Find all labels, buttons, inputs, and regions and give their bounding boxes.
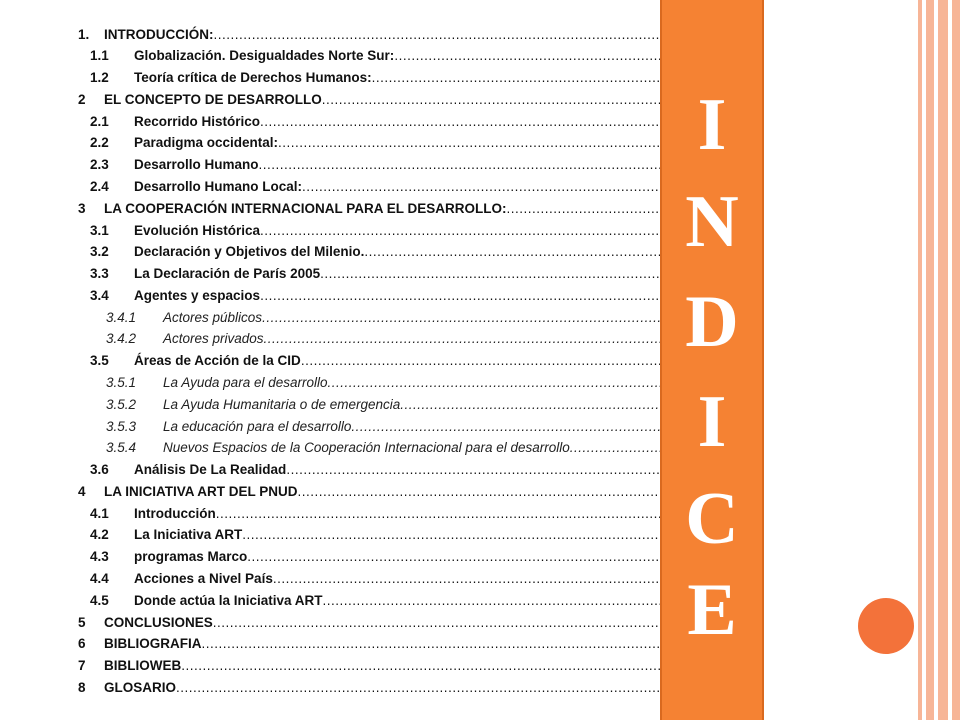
toc-entry-title-wrap xyxy=(134,527,660,542)
banner-letter: I xyxy=(697,381,727,463)
toc-entry-title-wrap xyxy=(134,114,660,129)
toc-leader-dots xyxy=(286,462,660,477)
toc-entry[interactable] xyxy=(0,197,660,219)
toc-entry-title: Evolución Histórica xyxy=(134,222,261,238)
toc-entry-title-wrap xyxy=(134,179,660,194)
toc-entry-number: 3.5.4 xyxy=(106,440,137,456)
toc-leader-dots xyxy=(322,92,660,107)
toc-entry-number: 1. xyxy=(78,26,90,42)
toc-entry[interactable] xyxy=(0,110,660,132)
toc-leader-dots xyxy=(328,375,661,390)
toc-entry[interactable] xyxy=(0,459,660,481)
toc-entry[interactable] xyxy=(0,45,660,67)
toc-entry-title: GLOSARIO xyxy=(104,679,177,695)
toc-entry-title: CONCLUSIONES xyxy=(104,614,213,630)
toc-entry-number: 3.5.1 xyxy=(106,374,137,390)
toc-leader-dots xyxy=(298,484,661,499)
toc-entry-title: LA COOPERACIÓN INTERNACIONAL PARA EL DESARROLLO: xyxy=(104,200,507,216)
banner-letter: D xyxy=(685,281,739,363)
toc-entry-number: 4.1 xyxy=(90,505,109,521)
toc-entry-title: Actores privados xyxy=(163,331,264,347)
toc-entry-number: 4.4 xyxy=(90,571,109,586)
toc-entry-title: BIBLIOWEB xyxy=(104,658,182,674)
banner-letter: C xyxy=(685,478,739,560)
toc-entry[interactable] xyxy=(0,546,660,568)
toc-entry-title-wrap xyxy=(163,419,660,434)
toc-entry[interactable] xyxy=(0,371,660,393)
decorative-stripe xyxy=(926,0,934,720)
toc-entry-number: 7 xyxy=(78,658,86,674)
toc-entry-title-wrap xyxy=(163,310,660,325)
toc-leader-dots xyxy=(372,70,660,85)
toc-entry-title: Paradigma occidental: xyxy=(134,135,279,151)
toc-leader-dots xyxy=(202,636,661,651)
toc-entry-title: Desarrollo Humano xyxy=(134,157,259,173)
toc-leader-dots xyxy=(302,179,660,194)
banner-letter: N xyxy=(685,181,739,263)
toc-entry-number: 3.2 xyxy=(90,244,109,260)
toc-entry-number: 3.5.2 xyxy=(106,396,137,412)
toc-entry-title: INTRODUCCIÓN: xyxy=(104,26,214,42)
toc-entry-number: 1.1 xyxy=(90,48,109,64)
toc-entry[interactable] xyxy=(0,568,660,590)
banner-letter: E xyxy=(687,569,737,651)
toc-entry[interactable] xyxy=(0,611,660,633)
toc-entry-title-wrap xyxy=(104,201,660,216)
toc-entry-title: LA INICIATIVA ART DEL PNUD xyxy=(104,483,298,499)
toc-entry-title: La Iniciativa ART xyxy=(134,527,243,543)
toc-entry-number: 3.3 xyxy=(90,266,109,282)
toc-entry[interactable] xyxy=(0,154,660,176)
toc-entry-title-wrap xyxy=(134,506,660,521)
toc-leader-dots xyxy=(278,135,660,150)
toc-entry-title: La Ayuda para el desarrollo xyxy=(163,374,328,390)
toc-entry-title-wrap xyxy=(104,27,660,42)
toc-entry-title-wrap xyxy=(134,462,660,477)
toc-entry-title-wrap xyxy=(134,223,660,238)
toc-entry-title: La educación para el desarrollo xyxy=(163,418,352,434)
toc-entry-title-wrap xyxy=(104,658,660,673)
toc-leader-dots xyxy=(507,201,660,216)
toc-entry[interactable] xyxy=(0,676,660,698)
toc-entry-number: 3.4.2 xyxy=(106,331,137,347)
toc-entry-title: Declaración y Objetivos del Milenio. xyxy=(134,244,365,260)
toc-entry[interactable] xyxy=(0,284,660,306)
toc-entry[interactable] xyxy=(0,480,660,502)
toc-leader-dots xyxy=(260,114,660,129)
toc-leader-dots xyxy=(242,527,660,542)
toc-entry[interactable] xyxy=(0,393,660,415)
toc-leader-dots xyxy=(262,310,660,325)
toc-entry-number: 4.3 xyxy=(90,549,109,565)
toc-entry-number: 2 xyxy=(78,91,86,107)
toc-entry-title: programas Marco xyxy=(134,549,248,565)
toc-entry-number: 6 xyxy=(78,636,86,652)
toc-entry-title-wrap xyxy=(134,48,660,63)
toc-entry-title-wrap xyxy=(134,593,660,608)
toc-entry-title: Donde actúa la Iniciativa ART xyxy=(134,592,323,608)
toc-entry-title: EL CONCEPTO DE DESARROLLO xyxy=(104,91,322,107)
toc-entry-title: Actores públicos xyxy=(163,309,263,325)
toc-entry[interactable] xyxy=(0,524,660,546)
toc-entry-title: Recorrido Histórico xyxy=(134,113,261,129)
toc-leader-dots xyxy=(176,680,660,695)
toc-entry-number: 3.4 xyxy=(90,287,109,303)
toc-entry-title-wrap xyxy=(134,244,660,259)
toc-entry[interactable] xyxy=(0,132,660,154)
toc-entry-number: 5 xyxy=(78,614,86,630)
toc-leader-dots xyxy=(351,419,660,434)
toc-entry-title: Teoría crítica de Derechos Humanos: xyxy=(134,70,372,86)
toc-leader-dots xyxy=(400,397,660,412)
toc-entry-number: 4.5 xyxy=(90,592,109,608)
toc-entry-number: 1.2 xyxy=(90,70,109,86)
toc-entry[interactable] xyxy=(0,306,660,328)
toc-leader-dots xyxy=(364,244,660,259)
toc-leader-dots xyxy=(264,331,660,346)
toc-entry-title: Agentes y espacios xyxy=(134,287,261,303)
toc-entry-title-wrap xyxy=(134,549,660,564)
toc-entry[interactable] xyxy=(0,655,660,677)
toc-entry[interactable] xyxy=(0,175,660,197)
toc-entry[interactable] xyxy=(0,263,660,285)
toc-entry-title: Nuevos Espacios de la Cooperación Internacional para el desarrollo xyxy=(163,440,570,456)
toc-entry-number: 4 xyxy=(78,483,86,499)
toc-entry[interactable] xyxy=(0,241,660,263)
toc-entry-title: BIBLIOGRAFIA xyxy=(104,636,202,652)
toc-entry-title: La Ayuda Humanitaria o de emergencia xyxy=(163,396,401,412)
toc-entry-title-wrap xyxy=(134,266,660,281)
toc-leader-dots xyxy=(323,593,660,608)
toc-entry-title-wrap xyxy=(134,135,660,150)
toc-entry-title-wrap xyxy=(134,70,660,85)
toc-entry-title-wrap xyxy=(104,680,660,695)
toc-leader-dots xyxy=(259,157,660,172)
toc-leader-dots xyxy=(273,571,660,586)
toc-leader-dots xyxy=(247,549,660,564)
toc-entry-number: 3.1 xyxy=(90,222,109,238)
toc-entry-title-wrap xyxy=(163,375,660,390)
toc-leader-dots xyxy=(214,27,661,42)
toc-entry-number: 3.5.3 xyxy=(106,418,137,434)
toc-entry-title-wrap xyxy=(104,92,660,107)
toc-entry-number: 3.5 xyxy=(90,353,109,369)
toc-entry-title: Análisis De La Realidad xyxy=(134,462,287,478)
toc-leader-dots xyxy=(320,266,660,281)
toc-entry[interactable] xyxy=(0,589,660,611)
toc-entry-title-wrap xyxy=(134,571,660,586)
toc-entry-number: 4.2 xyxy=(90,527,109,543)
toc-leader-dots xyxy=(260,223,660,238)
toc-entry-title-wrap xyxy=(104,636,660,651)
toc-entry-title: Desarrollo Humano Local: xyxy=(134,178,303,194)
toc-entry-title-wrap xyxy=(104,615,660,630)
toc-entry[interactable] xyxy=(0,437,660,459)
decorative-stripe xyxy=(938,0,948,720)
toc-entry[interactable] xyxy=(0,502,660,524)
toc-entry-title-wrap xyxy=(163,331,660,346)
banner-letter: I xyxy=(697,84,727,166)
toc-entry[interactable] xyxy=(0,350,660,372)
decorative-stripe xyxy=(918,0,922,720)
toc-entry-title: Áreas de Acción de la CID xyxy=(134,353,301,369)
toc-leader-dots xyxy=(301,353,660,368)
toc-entry[interactable] xyxy=(0,328,660,350)
toc-entry[interactable] xyxy=(0,219,660,241)
toc-entry[interactable] xyxy=(0,88,660,110)
toc-entry-number: 3.4.1 xyxy=(106,309,137,325)
toc-entry-number: 2.3 xyxy=(90,157,109,173)
indice-banner xyxy=(660,0,764,720)
toc-entry[interactable] xyxy=(0,67,660,89)
toc-entry[interactable] xyxy=(0,633,660,655)
toc-entry-title-wrap xyxy=(134,288,660,303)
toc-leader-dots xyxy=(570,440,660,455)
toc-entry-title-wrap xyxy=(163,440,660,455)
toc-leader-dots xyxy=(213,615,660,630)
toc-entry-title-wrap xyxy=(134,157,660,172)
toc-entry-title: Acciones a Nivel País xyxy=(134,571,273,586)
toc-entry-number: 2.4 xyxy=(90,178,109,194)
toc-entry-title: La Declaración de París 2005 xyxy=(134,266,321,282)
toc-leader-dots xyxy=(181,658,660,673)
decorative-stripe xyxy=(952,0,960,720)
toc-entry-title-wrap xyxy=(134,353,660,368)
toc-entry-number: 3 xyxy=(78,200,86,216)
toc-leader-dots xyxy=(216,506,660,521)
toc-entry-title-wrap xyxy=(104,484,660,499)
toc-entry-number: 8 xyxy=(78,679,86,695)
toc-entry[interactable] xyxy=(0,23,660,45)
toc-entry-title: Globalización. Desigualdades Norte Sur: xyxy=(134,48,395,64)
toc-entry-number: 3.6 xyxy=(90,462,109,478)
toc-leader-dots xyxy=(260,288,660,303)
toc-entry-title: Introducción xyxy=(134,505,216,521)
toc-entry-number: 2.1 xyxy=(90,113,109,129)
toc-entry-title-wrap xyxy=(163,397,660,412)
toc-entry[interactable] xyxy=(0,415,660,437)
decorative-circle xyxy=(858,598,914,654)
toc-entry-number: 2.2 xyxy=(90,135,109,151)
toc-leader-dots xyxy=(394,48,660,63)
